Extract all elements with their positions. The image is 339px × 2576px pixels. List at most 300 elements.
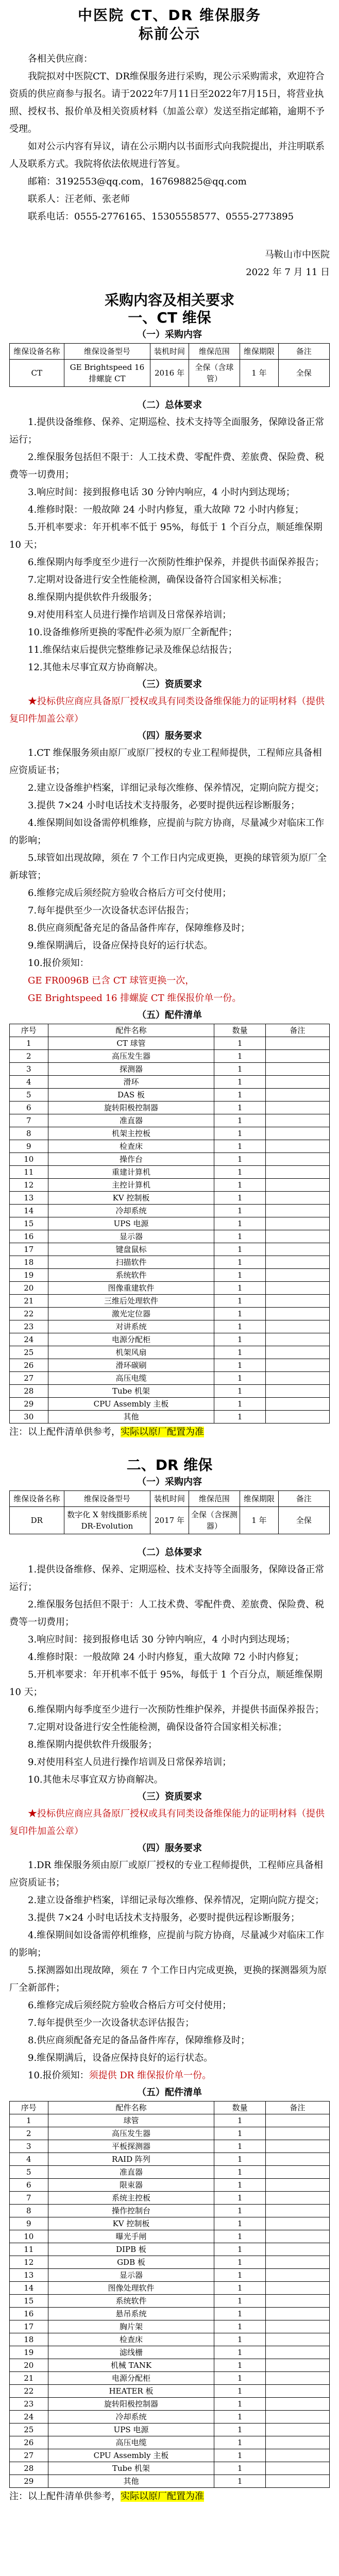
table-cell: 系统软件	[48, 1269, 214, 1282]
table-cell: 1	[214, 1179, 265, 1192]
table-row	[10, 1114, 330, 1127]
table-cell: 24	[10, 1333, 48, 1346]
table-cell: 1	[214, 1230, 265, 1243]
table-header-cell: 维保设备名称	[10, 344, 64, 360]
dr-req-8: 8.维保期内提供软件升级服务；	[28, 1739, 158, 1750]
table-cell: 1	[214, 2475, 265, 2488]
table-cell	[265, 2243, 329, 2256]
table-cell: 15	[10, 1217, 48, 1230]
table-cell: 1	[214, 1140, 265, 1153]
table-cell: GE Brightspeed 16 排螺旋 CT	[64, 360, 150, 387]
dr-req-7: 7.定期对设备进行安全性能检测，确保设备符合国家相关标准；	[28, 1722, 287, 1733]
dr-parts-note	[9, 2488, 330, 2505]
table-cell: 探测器	[48, 1063, 214, 1076]
table-cell: 25	[10, 1346, 48, 1359]
table-header-cell: 维保设备名称	[10, 1491, 64, 1507]
table-header-cell: 数量	[214, 2102, 265, 2114]
table-row	[10, 1385, 330, 1398]
table-cell: 1	[214, 2411, 265, 2424]
table-cell	[265, 1295, 329, 1308]
ct-section-title: 一、CT 维保	[128, 309, 211, 326]
dr-qualification-note: ★投标供应商应具备原厂授权或具有同类设备维保能力的证明材料（提供复印件加盖公章）	[9, 1808, 325, 1837]
dr-req-6: 6.维保期内每季度至少进行一次预防性维护保养，并提供书面保养报告；	[28, 1704, 325, 1715]
ct-serv-3: 3.提供 7×24 小时电话技术支持服务，必要时提供远程诊断服务；	[28, 800, 300, 811]
table-row	[10, 1372, 330, 1385]
table-cell: 1	[214, 2282, 265, 2295]
table-cell: 1	[214, 2140, 265, 2153]
table-cell: 9	[10, 1140, 48, 1153]
table-cell	[265, 2372, 329, 2385]
table-cell	[265, 2205, 329, 2217]
table-cell	[265, 2308, 329, 2320]
table-cell: 主控计算机	[48, 1179, 214, 1192]
table-cell: 9	[10, 2217, 48, 2230]
table-cell: 三维后处理软件	[48, 1295, 214, 1308]
table-row	[10, 2269, 330, 2282]
table-row	[10, 1308, 330, 1320]
ct-parts-note-highlight: 实际以原厂配置为准	[121, 1427, 204, 1437]
dr-req-10: 10.其他未尽事宜双方协商解决。	[28, 1774, 163, 1785]
ct-serv-6: 6.维修完成后须经院方验收合格后方可交付使用；	[28, 888, 232, 899]
table-header-cell: 维保范围	[189, 1491, 240, 1507]
table-row	[10, 2475, 330, 2488]
table-cell: Tube 机架	[48, 1385, 214, 1398]
intro-contact: 联系人：汪老师、张老师	[28, 194, 130, 205]
table-cell: 1	[214, 1372, 265, 1385]
table-cell: 机架风扇	[48, 1346, 214, 1359]
table-cell	[265, 1050, 329, 1063]
table-cell: 平板探测器	[48, 2140, 214, 2153]
ct-serv-10-red-1: GE FR0096B 已含 CT 球管更换一次，	[28, 975, 195, 986]
table-cell: 22	[10, 2385, 48, 2398]
table-row	[10, 1063, 330, 1076]
table-row	[10, 1153, 330, 1166]
ct-serv-1: 1.CT 维保服务须由原厂或原厂授权的专业工程师提供，工程师应具备相应资质证书；	[9, 748, 322, 776]
table-cell: 机架主控板	[48, 1127, 214, 1140]
table-cell: 5	[10, 1089, 48, 1101]
table-row	[10, 1333, 330, 1346]
table-row	[10, 2308, 330, 2320]
ct-req-6: 6.维保期内每季度至少进行一次预防性维护保养，并提供书面保养报告；	[28, 557, 325, 568]
table-row	[10, 1140, 330, 1153]
table-cell: 28	[10, 2462, 48, 2475]
table-cell: 19	[10, 1269, 48, 1282]
ct-serv-10-red-2: GE Brightspeed 16 排螺旋 CT 维保报价单一份。	[28, 993, 242, 1004]
table-cell: 5	[10, 2166, 48, 2179]
table-header-cell: 装机时间	[150, 344, 189, 360]
dr-parts-table	[9, 2101, 330, 2488]
table-header-cell: 备注	[278, 1491, 329, 1507]
table-cell: 球管	[48, 2114, 214, 2127]
table-header-cell: 维保设备型号	[64, 1491, 150, 1507]
ct-parts-table	[9, 1024, 330, 1423]
table-cell: 1	[10, 2114, 48, 2127]
table-cell	[265, 2462, 329, 2475]
table-cell: 13	[10, 1192, 48, 1205]
table-cell: 其他	[48, 2475, 214, 2488]
table-cell: 12	[10, 2256, 48, 2269]
table-cell: 14	[10, 2282, 48, 2295]
table-cell: 1	[214, 2166, 265, 2179]
table-row	[10, 1507, 330, 1534]
table-cell: 18	[10, 1256, 48, 1269]
ct-serv-8: 8.供应商须配备充足的备品备件库存，保障维修及时；	[28, 923, 250, 934]
table-cell: 1	[214, 1282, 265, 1295]
ct-serv-2: 2.建立设备维护档案，详细记录每次维修、保养情况，定期向院方提交；	[28, 783, 325, 793]
table-cell: 旋转阳极控制器	[48, 1101, 214, 1114]
table-cell: 1	[214, 1153, 265, 1166]
table-cell: 1	[214, 1127, 265, 1140]
table-cell: 10	[10, 1153, 48, 1166]
table-cell: 滑环碳刷	[48, 1359, 214, 1372]
table-cell: 27	[10, 1372, 48, 1385]
table-cell: UPS 电源	[48, 2424, 214, 2436]
table-row	[10, 1320, 330, 1333]
table-cell: 1	[214, 2179, 265, 2192]
ct-serv-10-label: 10.报价须知：	[28, 958, 89, 969]
dr-req-1: 1.提供设备维修、保养、定期巡检、技术支持等全面服务，保障设备正常运行；	[9, 1564, 325, 1592]
table-cell	[265, 1359, 329, 1372]
table-cell: 1	[214, 2127, 265, 2140]
table-row	[10, 1295, 330, 1308]
table-header-cell: 维保期限	[240, 1491, 279, 1507]
table-cell: 滤线栅	[48, 2346, 214, 2359]
dr-serv-1: 1.DR 维保服务须由原厂或原厂授权的专业工程师提供，工程师应具备相应资质证书；	[9, 1860, 323, 1888]
table-cell: 17	[10, 2320, 48, 2333]
table-cell: DAS 板	[48, 1089, 214, 1101]
table-cell: 对讲系统	[48, 1320, 214, 1333]
table-cell	[265, 2230, 329, 2243]
table-row	[10, 2192, 330, 2205]
table-row	[10, 2385, 330, 2398]
table-cell	[265, 1398, 329, 1411]
table-cell: 3	[10, 1063, 48, 1076]
table-row	[10, 2282, 330, 2295]
table-row	[10, 2320, 330, 2333]
table-cell	[265, 1101, 329, 1114]
table-cell: 系统主控板	[48, 2192, 214, 2205]
table-cell	[265, 2295, 329, 2308]
table-cell	[265, 2114, 329, 2127]
table-cell: 13	[10, 2269, 48, 2282]
ct-serv-7: 7.每年提供至少一次设备状态评估报告；	[28, 905, 195, 916]
dr-serv-6: 6.维修完成后须经院方验收合格后方可交付使用；	[28, 2000, 232, 2011]
ct-req-10: 10.设备维修所更换的零配件必须为原厂全新配件；	[28, 627, 238, 638]
table-cell: 29	[10, 2475, 48, 2488]
table-cell: 准直器	[48, 1114, 214, 1127]
table-header-cell: 配件名称	[48, 1024, 214, 1037]
table-row	[10, 2153, 330, 2166]
table-cell	[265, 2256, 329, 2269]
table-cell	[265, 2385, 329, 2398]
table-row	[10, 2333, 330, 2346]
table-cell: 激光定位器	[48, 1308, 214, 1320]
table-cell	[265, 1385, 329, 1398]
table-cell: 7	[10, 1114, 48, 1127]
table-header-cell: 维保期限	[240, 344, 279, 360]
table-cell	[265, 1269, 329, 1282]
table-cell: 机械 TANK	[48, 2359, 214, 2372]
table-row	[10, 2114, 330, 2127]
table-row	[10, 360, 330, 387]
table-cell: CT 球管	[48, 1037, 214, 1050]
table-row	[10, 1359, 330, 1372]
table-cell: 8	[10, 2205, 48, 2217]
table-cell: 1	[214, 2295, 265, 2308]
table-header-cell: 维保范围	[189, 344, 240, 360]
table-header-row	[10, 1024, 330, 1037]
table-cell: 1	[214, 2205, 265, 2217]
table-cell: 1	[214, 2114, 265, 2127]
table-cell: 悬吊系统	[48, 2308, 214, 2320]
table-cell: 22	[10, 1308, 48, 1320]
table-row	[10, 1230, 330, 1243]
table-cell: 1	[214, 2269, 265, 2282]
table-cell: 检查床	[48, 1140, 214, 1153]
table-cell: 27	[10, 2449, 48, 2462]
table-cell: 14	[10, 1205, 48, 1217]
dr-req-2: 2.维保服务包括但不限于：人工技术费、零配件费、差旅费、保险费、税费等一切费用；	[9, 1599, 325, 1628]
table-cell: 1	[214, 1411, 265, 1423]
table-cell: CPU Assembly 主板	[48, 1398, 214, 1411]
table-cell: 10	[10, 2230, 48, 2243]
table-cell: 旋转阳极控制器	[48, 2398, 214, 2411]
table-cell	[265, 1089, 329, 1101]
table-cell	[265, 2346, 329, 2359]
ct-parts-note	[9, 1423, 330, 1441]
table-cell: 26	[10, 1359, 48, 1372]
table-row	[10, 2243, 330, 2256]
table-cell: 重建计算机	[48, 1166, 214, 1179]
table-header-cell: 配件名称	[48, 2102, 214, 2114]
intro-paragraph-2: 如对公示内容有异议，请在公示期内以书面形式向我院提出，并注明联系人及联系方式。我院将依法依规进行答复。	[9, 141, 325, 170]
table-cell: 1	[214, 1089, 265, 1101]
table-row	[10, 2359, 330, 2372]
table-cell: 限束器	[48, 2179, 214, 2192]
ct-req-9: 9.对使用科室人员进行操作培训及日常保养培训；	[28, 609, 232, 620]
ct-parts-body	[10, 1037, 330, 1423]
doc-title-line1: 中医院 CT、DR 维保服务	[78, 7, 261, 24]
table-cell: 1	[214, 1295, 265, 1308]
table-cell: 1	[214, 2449, 265, 2462]
dr-serv-10-red: 须提供 DR 维保报价单一份。	[89, 2070, 212, 2081]
table-cell	[265, 1153, 329, 1166]
table-cell	[265, 1243, 329, 1256]
dr-section-title: 二、DR 维保	[126, 1456, 213, 1473]
table-header-cell: 数量	[214, 1024, 265, 1037]
table-cell	[265, 1282, 329, 1295]
table-cell: 1 年	[240, 360, 279, 387]
table-cell: 1	[214, 2320, 265, 2333]
table-cell	[265, 1140, 329, 1153]
table-cell	[265, 1346, 329, 1359]
dr-serv-4: 4.维保期间如设备需停机维修，应提前与院方协商，尽量减少对临床工作的影响；	[9, 1930, 325, 1958]
table-cell	[265, 1166, 329, 1179]
table-cell	[265, 2192, 329, 2205]
table-cell: 2017 年	[150, 1507, 189, 1534]
table-cell: 18	[10, 2333, 48, 2346]
table-cell: 1	[214, 2398, 265, 2411]
table-cell: KV 控制板	[48, 2217, 214, 2230]
table-cell	[265, 1063, 329, 1076]
table-cell: 4	[10, 1076, 48, 1089]
table-header-cell: 维保设备型号	[64, 344, 150, 360]
table-row	[10, 1269, 330, 1282]
table-row	[10, 2256, 330, 2269]
table-cell: 其他	[48, 1411, 214, 1423]
table-row	[10, 1076, 330, 1089]
table-cell: 1	[10, 1037, 48, 1050]
table-row	[10, 2230, 330, 2243]
table-cell	[265, 1114, 329, 1127]
table-header-cell: 备注	[265, 2102, 329, 2114]
table-header-row	[10, 344, 330, 360]
ct-sub-qualification: （三）资质要求	[137, 679, 202, 690]
table-cell: 1	[214, 2424, 265, 2436]
table-cell: 全保	[278, 360, 329, 387]
table-cell: 2	[10, 2127, 48, 2140]
table-cell	[265, 1192, 329, 1205]
table-cell	[265, 2179, 329, 2192]
table-cell: 1	[214, 1308, 265, 1320]
table-cell: 1	[214, 2385, 265, 2398]
table-cell: 电源分配柜	[48, 2372, 214, 2385]
dr-serv-2: 2.建立设备维护档案，详细记录每次维修、保养情况，定期向院方提交；	[28, 1895, 325, 1906]
ct-req-4: 4.维修时限：一般故障 24 小时内修复，重大故障 72 小时内修复；	[28, 504, 304, 515]
table-cell: 图像重建软件	[48, 1282, 214, 1295]
table-cell: 高压发生器	[48, 2127, 214, 2140]
table-cell: 16	[10, 2308, 48, 2320]
table-cell: 1	[214, 2243, 265, 2256]
dr-serv-3: 3.提供 7×24 小时电话技术支持服务，必要时提供远程诊断服务；	[28, 1912, 300, 1923]
table-row	[10, 1346, 330, 1359]
table-cell: 2016 年	[150, 360, 189, 387]
table-cell: 1 年	[240, 1507, 279, 1534]
table-cell	[265, 2320, 329, 2333]
ct-parts-note-label: 注：以上配件清单供参考，	[9, 1427, 121, 1437]
table-row	[10, 2346, 330, 2359]
table-cell: 24	[10, 2411, 48, 2424]
table-cell	[265, 1205, 329, 1217]
table-header-cell: 序号	[10, 1024, 48, 1037]
table-cell	[265, 1372, 329, 1385]
table-row	[10, 2166, 330, 2179]
dr-device-table	[9, 1490, 330, 1534]
table-cell: 扫描软件	[48, 1256, 214, 1269]
table-cell: 20	[10, 1282, 48, 1295]
dr-sub-parts: （五）配件清单	[137, 2087, 202, 2098]
ct-req-7: 7.定期对设备进行安全性能检测，确保设备符合国家相关标准；	[28, 574, 287, 585]
table-cell: 12	[10, 1179, 48, 1192]
table-row	[10, 1217, 330, 1230]
dr-req-5: 5.开机率要求：年开机率不低于 95%，每低于 1 个百分点，顺延维保期 10 天；	[9, 1669, 323, 1698]
dr-serv-8: 8.供应商须配备充足的备品备件库存，保障维修及时；	[28, 2035, 250, 2046]
table-row	[10, 1179, 330, 1192]
table-cell: 1	[214, 1037, 265, 1050]
table-cell: 11	[10, 2243, 48, 2256]
table-cell	[265, 2398, 329, 2411]
table-row	[10, 1037, 330, 1050]
dr-sub-service: （四）服务要求	[137, 1843, 202, 1854]
table-cell: 操作台	[48, 1153, 214, 1166]
table-cell	[265, 1256, 329, 1269]
table-cell: 高压电缆	[48, 2436, 214, 2449]
table-cell: 30	[10, 1411, 48, 1423]
dr-serv-7: 7.每年提供至少一次设备状态评估报告；	[28, 2018, 195, 2028]
table-cell: 1	[214, 2436, 265, 2449]
table-row	[10, 1089, 330, 1101]
table-cell	[265, 2436, 329, 2449]
ct-sub-general: （二）总体要求	[137, 400, 202, 411]
table-cell: 数字化 X 射线摄影系统 DR-Evolution	[64, 1507, 150, 1534]
table-row	[10, 2295, 330, 2308]
table-cell: 冷却系统	[48, 1205, 214, 1217]
table-cell: 1	[214, 1166, 265, 1179]
table-cell	[265, 2424, 329, 2436]
table-row	[10, 1166, 330, 1179]
table-cell	[265, 2166, 329, 2179]
table-row	[10, 1205, 330, 1217]
table-cell	[265, 2282, 329, 2295]
table-cell: DIPB 板	[48, 2243, 214, 2256]
table-cell: 全保（含探测器）	[189, 1507, 240, 1534]
ct-req-8: 8.维保期内提供软件升级服务；	[28, 592, 158, 603]
table-cell: 7	[10, 2192, 48, 2205]
ct-device-table	[9, 343, 330, 387]
table-cell: 1	[214, 2372, 265, 2385]
table-row	[10, 1398, 330, 1411]
table-cell: 1	[214, 2256, 265, 2269]
table-cell: 显示器	[48, 1230, 214, 1243]
dr-parts-body	[10, 2114, 330, 2488]
table-header-cell: 序号	[10, 2102, 48, 2114]
dr-parts-note-highlight: 实际以原厂配置为准	[121, 2491, 204, 2502]
table-cell: 冷却系统	[48, 2411, 214, 2424]
table-cell	[265, 1217, 329, 1230]
table-cell	[265, 2153, 329, 2166]
table-cell: 1	[214, 1359, 265, 1372]
table-cell: 1	[214, 1205, 265, 1217]
table-cell: 曝光手闸	[48, 2230, 214, 2243]
table-cell: 图像处理软件	[48, 2282, 214, 2295]
table-cell	[265, 1308, 329, 1320]
table-row	[10, 1050, 330, 1063]
ct-req-11: 11.维保结束后提供完整维修记录及维保总结报告；	[28, 645, 238, 655]
table-row	[10, 2398, 330, 2411]
table-cell: 16	[10, 1230, 48, 1243]
table-cell: 1	[214, 2308, 265, 2320]
table-cell: 26	[10, 2436, 48, 2449]
table-row	[10, 2217, 330, 2230]
ct-qualification-note: ★投标供应商应具备原厂授权或具有同类设备维保能力的证明材料（提供复印件加盖公章）	[9, 696, 325, 724]
table-cell: 20	[10, 2359, 48, 2372]
table-cell: 键盘鼠标	[48, 1243, 214, 1256]
table-row	[10, 1101, 330, 1114]
table-row	[10, 2462, 330, 2475]
table-header-row	[10, 1491, 330, 1507]
table-row	[10, 2411, 330, 2424]
table-cell: 23	[10, 1320, 48, 1333]
table-cell: 23	[10, 2398, 48, 2411]
ct-sub-procurement: （一）采购内容	[137, 329, 202, 340]
signature-date: 2022 年 7 月 11 日	[246, 267, 330, 278]
dr-req-9: 9.对使用科室人员进行操作培训及日常保养培训；	[28, 1757, 232, 1768]
dr-serv-9: 9.维保期满后，设备应保持良好的运行状态。	[28, 2053, 213, 2063]
table-cell: 显示器	[48, 2269, 214, 2282]
table-row	[10, 1192, 330, 1205]
intro-email: 邮箱：3192553@qq.com，167698825@qq.com	[28, 176, 247, 187]
table-cell	[265, 2333, 329, 2346]
